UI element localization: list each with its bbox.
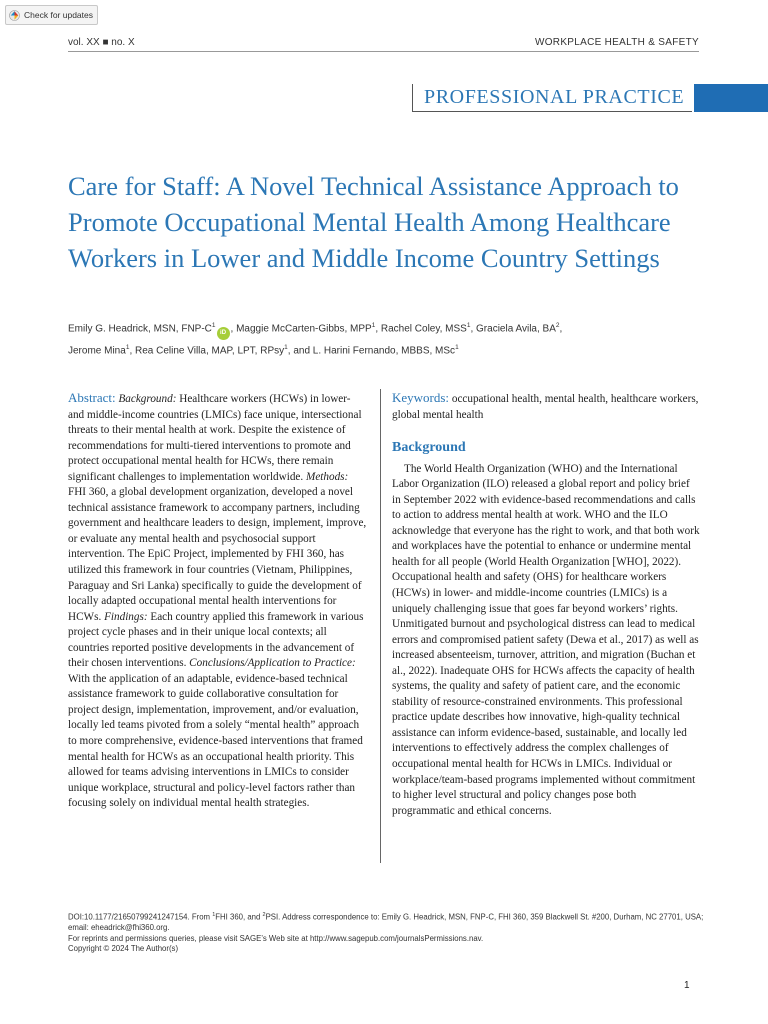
author-name: , Graciela Avila, BA — [470, 323, 556, 335]
background-label: Background: — [118, 393, 177, 405]
author-name: Jerome Mina — [68, 345, 126, 357]
affiliation-text: FHI 360, and — [215, 912, 263, 922]
affiliation-mark: 1 — [284, 344, 288, 352]
conclusions-label: Conclusions/Application to Practice: — [189, 657, 356, 670]
abstract-background-text: Healthcare workers (HCWs) in lower- and middle-income countries (LMICs) face unique, intersectional threats to their mental health at work. Despite the existence of recommendations for multi-tiered interventions to promote and protect occupational mental health for HCWs, there remain significant challenges to implementation worldwide. — [68, 393, 362, 483]
abstract-findings-text: Each country applied this framework in various project cycle phases and in their unique local contexts; all countries reported positive developments in the advancement of their chosen interventions. — [68, 610, 364, 670]
footnotes — [68, 910, 708, 955]
abstract-text — [68, 390, 368, 812]
affiliation-mark: 2 — [262, 912, 266, 918]
background-text: The World Health Organization (WHO) and the International Labor Organization (ILO) released a global report and policy brief in September 2022 with evidence-based recommendations and calls to action to address mental health at work. WHO and the ILO acknowledge that everyone has the right to work, and that both work and workplaces have the potential to enhance or undermine mental health for all people (World Health Organization [WHO], 2022). Occupational health and safety (OHS) for healthcare workers (HCWs) in lower- and middle-income countries (LMICs) is a uniquely challenging issue that goes far beyond workers’ rights. Unmitigated burnout and psychological distress can lead to medical errors and compromised patient safety (Dewa et al., 2017) as well as increased absenteeism, turnover, attrition, and migration (Buchan et al., 2022). Inadequate OHS for HCWs affects the capacity of health systems, the quality and safety of patient care, and the economic stability of resource-constrained environments. This professional practice update describes how innovative, high-quality technical assistance can inform evidence-based, sustainable, and locally led interventions to effectively address the complex challenges of occupational mental health for HCWs in LMICs. Individual or workplace/team-based programs implemented without commitment to higher level structural and policy changes pose both programmatic and ethical concerns. — [392, 462, 700, 817]
author-separator: , — [559, 323, 563, 335]
affiliation-mark: 1 — [455, 344, 459, 352]
keywords-text: occupational health, mental health, healthcare workers, global mental health — [392, 393, 699, 421]
article-title: Care for Staff: A Novel Technical Assistance Approach to Promote Occupational Mental Health Among Healthcare Workers in Lower and Middle Income Country Settings — [68, 171, 679, 273]
background-heading: Background — [392, 440, 466, 456]
abstract-methods-text: FHI 360, a global development organization, developed a novel technical assistance framework to accompany partners, including government and healthcare leaders to design, implement, improve, or evaluate any mental health and psychosocial support intervention. The EpiC Project, implemented by FHI 360, has utilized this framework in four countries (Vietnam, Philippines, Paraguay and Sri Lanka) specifically to guide the development of locally adapted occupational mental health interventions for HCWs. — [68, 486, 367, 623]
copyright-note: Copyright © 2024 The Author(s) — [68, 944, 179, 954]
author-name: , and L. Harini Fernando, MBBS, MSc — [287, 345, 456, 357]
author-name: , Rea Celine Villa, MAP, LPT, RPsy — [129, 345, 285, 357]
section-accent-bar — [694, 84, 768, 112]
volume-issue: vol. XX ■ no. X — [68, 37, 135, 48]
abstract-conclusions-text: With the application of an adaptable, evidence-based technical assistance framework to guide collaborative consultation for project design, implementation, improvement, and/or evaluation, locally led teams pivoted from a solely “mental health” approach to more comprehensive, evidence-based interventions that framed mental health for HCWs as an occupational health priority. This allowed for teams advising interventions in LMICs to consider unique workplace, structural and policy-level factors rather than focusing solely on individual mental health strategies. — [68, 672, 363, 810]
doi-note — [68, 910, 708, 934]
correspondence-text: PSI. Address correspondence to: Emily G. Headrick, MSN, FNP-C, FHI 360, 359 Blackwell St. #200, Durham, NC 27701, USA; email: eheadrick@fhi360.org. — [68, 912, 704, 933]
doi-text: DOI:10.1177/21650799241247154. From — [68, 912, 213, 922]
crossmark-icon — [9, 10, 20, 21]
author-name: , Maggie McCarten-Gibbs, MPP — [230, 323, 372, 335]
column-divider — [380, 389, 381, 863]
page-number: 1 — [684, 980, 690, 991]
affiliation-mark: 1 — [466, 322, 471, 329]
journal-name: WORKPLACE HEALTH & SAFETY — [534, 37, 699, 48]
author-name: Emily G. Headrick, MSN, FNP-C — [68, 323, 212, 335]
section-label: PROFESSIONAL PRACTICE — [412, 84, 692, 112]
check-for-updates-button[interactable] — [5, 5, 98, 25]
right-column — [392, 390, 700, 819]
reprints-note: For reprints and permissions queries, please visit SAGE’s Web site at http://www.sagepub.com/journalsPermissions.nav. — [68, 933, 484, 943]
affiliation-mark: 1 — [211, 322, 216, 329]
check-for-updates-label: Check for updates — [24, 10, 93, 20]
abstract-label: Abstract: — [68, 390, 116, 405]
abstract — [68, 390, 368, 812]
affiliation-mark: 2 — [555, 322, 560, 329]
running-head — [68, 37, 699, 48]
findings-label: Findings: — [104, 610, 148, 623]
keywords — [392, 390, 700, 423]
methods-label: Methods: — [306, 470, 349, 483]
author-list — [68, 318, 708, 359]
author-name: , Rachel Coley, MSS — [375, 323, 467, 335]
affiliation-mark: 1 — [125, 344, 130, 352]
header-rule — [68, 51, 699, 52]
affiliation-mark: 1 — [212, 912, 216, 918]
affiliation-mark: 1 — [371, 322, 376, 329]
orcid-icon[interactable]: iD — [217, 327, 230, 340]
keywords-label: Keywords: — [392, 390, 450, 405]
